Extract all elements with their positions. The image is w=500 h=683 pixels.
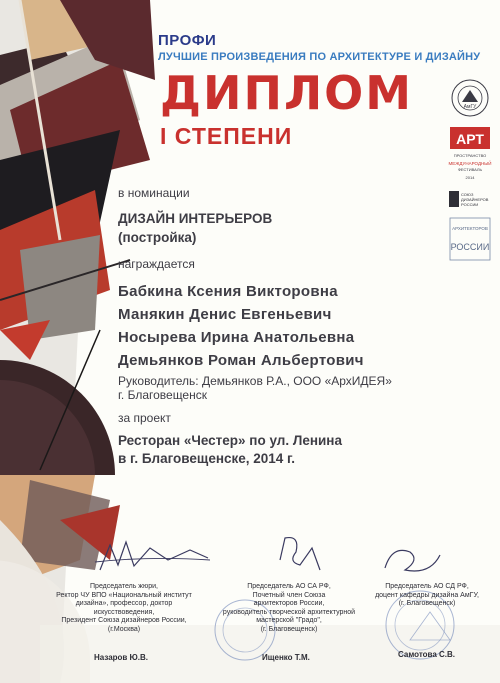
supervisor-city: г. Благовещенск: [118, 388, 207, 402]
awardee-name: Манякин Денис Евгеньевич: [118, 306, 332, 323]
signatory-chair-title: Председатель жюри, Ректор ЧУ ВПО «Национальный институт дизайна», профессор, доктор искусствоведения, Президент Союза дизайнеров России, (г.Москва): [56, 583, 192, 633]
awardee-name: Демьянков Роман Альбертович: [118, 352, 364, 369]
svg-text:АРХИТЕКТОРОВ: АРХИТЕКТОРОВ: [452, 226, 488, 231]
svg-text:РОССИИ: РОССИИ: [450, 242, 490, 252]
signatory-architects-name: Ищенко Т.М.: [262, 653, 310, 662]
nomination-label: в номинации: [118, 186, 190, 200]
svg-text:АРТ: АРТ: [456, 131, 484, 147]
diploma-title: ДИПЛОМ: [160, 66, 414, 120]
project-title: Ресторан «Честер» по ул. Ленина: [118, 433, 342, 448]
brand-title: ПРОФИ: [158, 32, 217, 49]
signatory-chair-name: Назаров Ю.В.: [94, 653, 149, 662]
awardee-name: Бабкина Ксения Викторовна: [118, 283, 338, 300]
signatory-architects-title: Председатель АО СА РФ, Почетный член Союза архитекторов России, руководитель творческой архитектурной мастерской "Градо", (г. Благовещенск): [222, 583, 356, 633]
signatory-designers-name: Самотова С.В.: [398, 650, 456, 659]
nomination-title: ДИЗАЙН ИНТЕРЬЕРОВ: [118, 211, 273, 226]
svg-text:ФЕСТИВАЛЬ: ФЕСТИВАЛЬ: [457, 167, 483, 172]
supervisor-line: Руководитель: Демьянков Р.А., ООО «АрхИДЕЯ»: [118, 374, 392, 388]
brand-subtitle: ЛУЧШИЕ ПРОИЗВЕДЕНИЯ ПО АРХИТЕКТУРЕ И ДИЗАЙНУ: [158, 51, 481, 63]
diploma-degree: I СТЕПЕНИ: [160, 123, 293, 149]
signatory-designers-title: Председатель АО СД РФ, доцент кафедры дизайна АмГУ, (г. Благовещенск): [375, 583, 479, 607]
svg-text:АмГУ: АмГУ: [463, 104, 477, 110]
svg-text:СОЮЗ: СОЮЗ: [461, 192, 474, 197]
awardee-name: Носырева Ирина Анатольевна: [118, 329, 355, 346]
svg-text:МЕЖДУНАРОДНЫЙ: МЕЖДУНАРОДНЫЙ: [448, 161, 492, 166]
project-location: в г. Благовещенске, 2014 г.: [118, 451, 296, 466]
awarded-label: награждается: [118, 257, 195, 271]
project-label: за проект: [118, 411, 171, 425]
svg-text:ДИЗАЙНЕРОВ: ДИЗАЙНЕРОВ: [461, 197, 489, 202]
svg-text:2014: 2014: [465, 175, 475, 180]
svg-text:ПРОСТРАНСТВО: ПРОСТРАНСТВО: [453, 153, 487, 158]
svg-text:РОССИИ: РОССИИ: [461, 202, 479, 207]
nomination-subtitle: (постройка): [118, 230, 197, 245]
